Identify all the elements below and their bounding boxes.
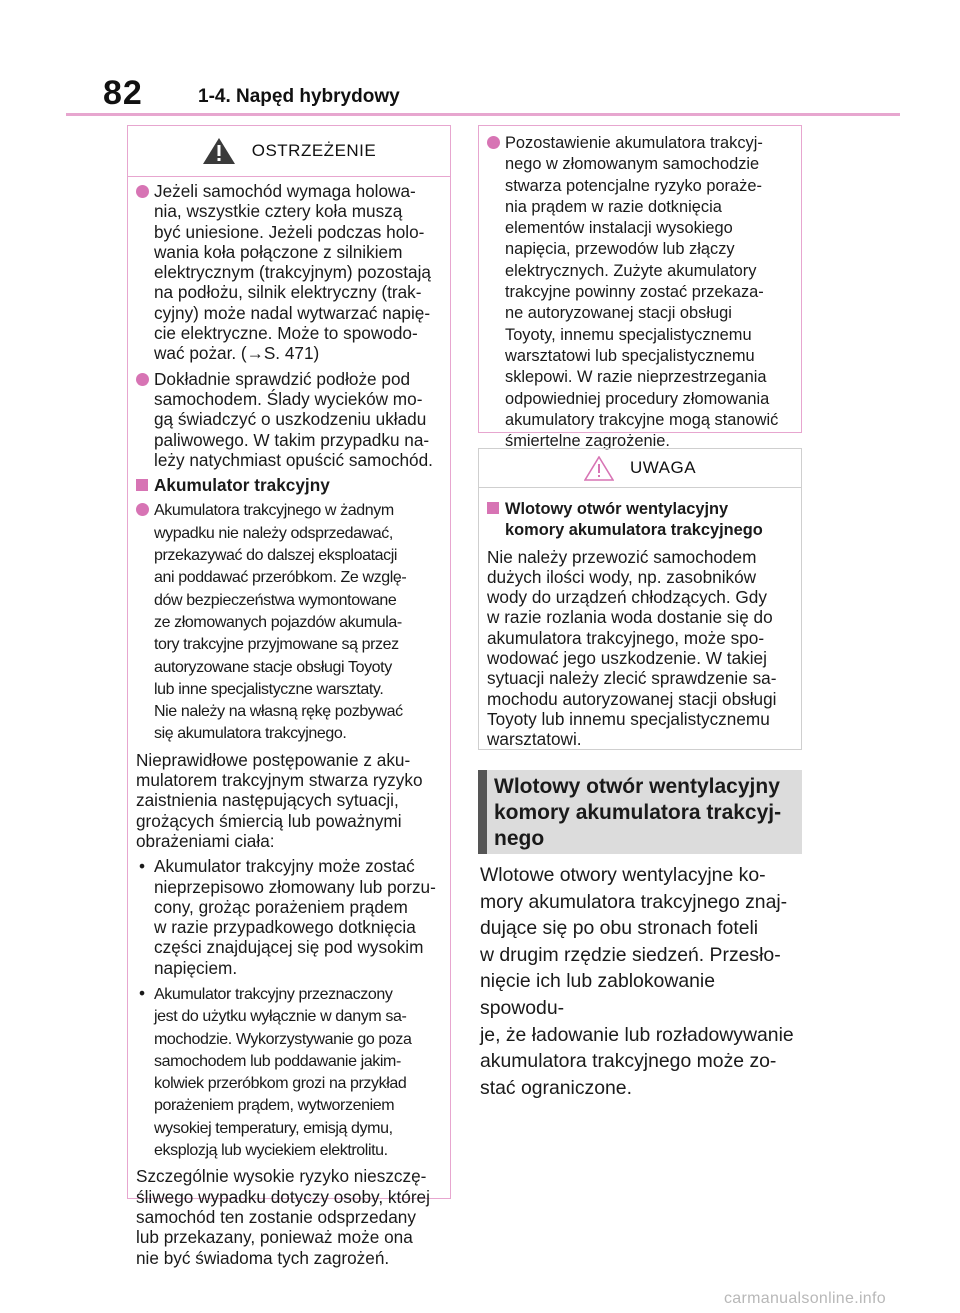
pink-bullet-icon [136,503,149,516]
page-number: 82 [103,74,143,112]
pink-bullet-icon [487,136,500,149]
warning-subhead [136,475,442,495]
caution-box [478,448,802,750]
page-header [0,0,960,118]
warning-bullet: • Akumulator trakcyjny przeznaczony jest do użytku wyłącznie w danym sa- mochodzie. Wykorzystywanie go poza samochodem lub poddawanie jakim- kolwiek przeróbkom grozi na przykład porażeniem prądem, wytworzeniem wysokiej temperatury, emisją dymu, eksplozją lub wyciekiem elektrolitu. [139,982,412,1160]
watermark: carmanualsonline.info [724,1290,886,1307]
warning-item-inspect [136,369,442,470]
continuation-item [487,132,793,451]
warning-item-towing [136,181,442,364]
continuation-item-text: Pozostawienie akumulatora trakcyj- nego w złomowanym samochodzie stwarza potencjalne ryzyko poraże- nia prądem w razie dotknięcia elementów instalacji wysokiego napięcia, przewodów lub złączy elektrycznych. Zużyte akumulatory trakcyjne powinny zostać przekaza- ne autoryzowanej stacji obsługi Toyoty, innemu specjalistycznemu warsztatowi lub specjalistycznemu sklepowi. W razie nieprzestrzegania odpowiedniej procedury złomowania akumulatory trakcyjne mogą stanowić śmiertelne zagrożenie. [505,134,779,451]
pink-bullet-icon [136,373,149,386]
warning-triangle-icon [202,137,236,165]
section-heading-box [478,770,802,854]
section-heading-bar [478,770,487,854]
section-title: 1-4. Napęd hybrydowy [198,86,400,107]
warning-box-header [128,126,450,177]
pink-square-icon [487,502,499,514]
warning-bullet-text: Akumulator trakcyjny może zostać nieprzepisowo złomowany lub porzu- cony, grożąc porażeniem prądem w razie przypadkowego dotknięcia części znajdującej się pod wysokim napięciem. [154,856,436,978]
warning-paragraph: Szczególnie wysokie ryzyko nieszczę- śliwego wypadku dotyczy osoby, której samochód ten zostanie odsprzedany lub przekazany, ponieważ może ona nie być świadoma tych zagrożeń. [136,1166,430,1268]
header-divider [66,113,900,116]
warning-bullet-text: Akumulator trakcyjny przeznaczony jest do użytku wyłącznie w danym sa- mochodzie. Wykorzystywanie go poza samochodem lub poddawanie jakim- kolwiek przeróbkom grozi na przykład porażeniem prądem, wytworzeniem wysokiej temperatury, emisją dymu, eksplozją lub wyciekiem elektrolitu. [154,985,412,1160]
warning-subhead-text: Akumulator trakcyjny [154,475,330,496]
section-heading: Wlotowy otwór wentylacyjny komory akumulatora trakcyj- nego [494,775,782,850]
warning-bullet: • Akumulator trakcyjny może zostać nieprzepisowo złomowany lub porzu- cony, grożąc porażeniem prądem w razie przypadkowego dotknięcia części znajdującej się pod wysokim napięciem. [139,856,436,978]
warning-continuation-box [478,125,802,451]
pink-square-icon [136,479,148,491]
warning-item-battery [136,499,442,744]
caution-subhead [487,498,793,541]
warning-item-text: Akumulatora trakcyjnego w żadnym wypadku nie należy odsprzedawać, przekazywać do dalszej eksploatacji ani poddawać przeróbkom. Ze wzglę- dów bezpieczeństwa wymontowane ze złomowanych pojazdów akumula- tory trakcyjne przyjmowane są przez autoryzowane stacje obsługi Toyoty lub inne specjalistyczne warsztaty. Nie należy na własną rękę pozbywać się akumulatora trakcyjnego. [154,502,407,743]
caution-content [479,488,801,763]
continuation-content [479,126,801,464]
pink-bullet-icon [136,185,149,198]
warning-paragraph: Nieprawidłowe postępowanie z aku- mulatorem trakcyjnym stwarza ryzyko zaistnienia następujących sytuacji, grożących śmiercią lub poważnymi obrażeniami ciała: [136,749,423,851]
warning-item-text: Dokładnie sprawdzić podłoże pod samochodem. Ślady wycieków mo- gą świadczyć o uszkodzeniu układu paliwowego. W takim przypadku na- leży natychmiast opuścić samochód. [154,368,433,470]
warning-item-text: Jeżeli samochód wymaga holowa- nia, wszystkie cztery koła muszą być uniesione. Jeżeli podczas holo- wania koła połączone z silnikiem elektrycznym (trakcyjnym) pozostają na podłożu, silnik elektryczny (trak- cyjny) może nadal wytwarzać napię- cie elektryczne. Może to spowodo- wać pożar. (→S. 471) [154,181,431,364]
warning-content [128,177,450,1281]
caution-triangle-icon [584,456,614,481]
caution-title: UWAGA [629,458,697,477]
body-paragraph: Wlotowe otwory wentylacyjne ko- mory akumulatora trakcyjnego znaj- dujące się po obu stronach foteli w drugim rzędzie siedzeń. Przesło- nięcie ich lub zablokowanie spowodu- je, że ładowanie lub rozładowywanie akumulatora trakcyjnego może zo- stać ograniczone. [480,864,794,1099]
caution-subhead-text: Wlotowy otwór wentylacyjny komory akumulatora trakcyjnego [505,500,763,540]
warning-box [127,125,451,1268]
caution-box-header [479,449,801,488]
caution-text: Nie należy przewozić samochodem dużych ilości wody, np. zasobników wody do urządzeń chłodzących. Gdy w razie rozlania woda dostanie się do akumulatora trakcyjnego, może spo- wodować jego uszkodzenie. W takiej sytuacji należy zlecić sprawdzenie sa- mochodu autoryzowanej stacji obsługi Toyoty lub innemu specjalistycznemu warsztatowi. [487,546,777,750]
warning-title: OSTRZEŻENIE [251,141,377,160]
